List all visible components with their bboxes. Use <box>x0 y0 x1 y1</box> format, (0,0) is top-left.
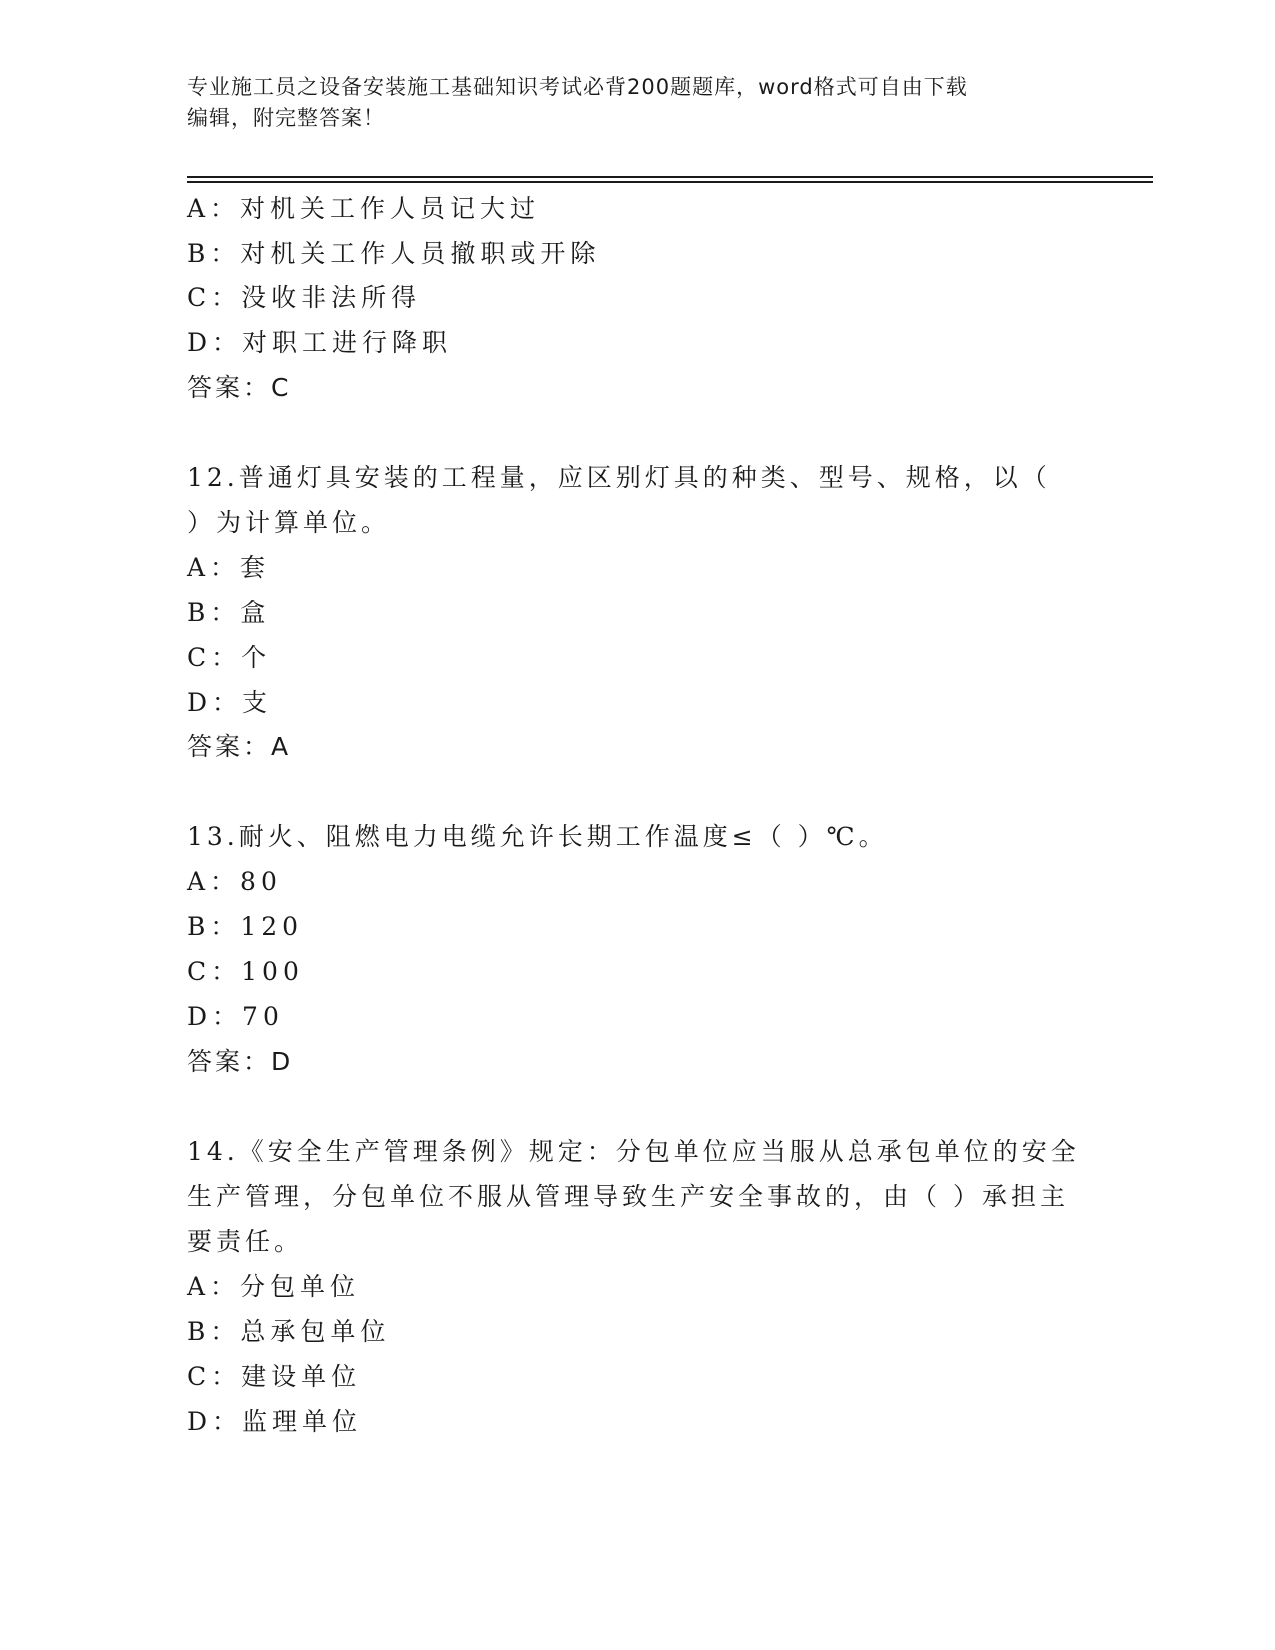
q11-option-b: B：对机关工作人员撤职或开除 <box>187 239 601 268</box>
q14-option-a: A：分包单位 <box>187 1272 361 1301</box>
q11-option-c: C：没收非法所得 <box>187 283 422 312</box>
q12-option-d: D：支 <box>187 688 273 717</box>
q12-answer: 答案：A <box>187 732 292 761</box>
q12-option-c: C：个 <box>187 643 272 672</box>
q13-option-b: B：120 <box>187 912 304 941</box>
q14-stem-line-3: 要责任。 <box>187 1227 304 1256</box>
q11-answer: 答案：C <box>187 373 292 402</box>
q11-option-d: D：对职工进行降职 <box>187 328 453 357</box>
q13-stem: 13.耐火、阻燃电力电缆允许长期工作温度≤（ ）℃。 <box>187 822 888 851</box>
document-header <box>187 72 1067 134</box>
header-divider-bottom <box>187 181 1153 183</box>
header-line-1: 专业施工员之设备安装施工基础知识考试必背200题题库，word格式可自由下载 <box>187 75 968 99</box>
q13-option-a: A：80 <box>187 867 282 896</box>
q12-option-b: B：盒 <box>187 598 271 627</box>
q12-stem-line-2: ）为计算单位。 <box>187 508 391 537</box>
q14-option-b: B：总承包单位 <box>187 1317 391 1346</box>
q13-option-c: C：100 <box>187 957 304 986</box>
q11-option-a: A：对机关工作人员记大过 <box>187 194 541 223</box>
header-line-2: 编辑，附完整答案！ <box>187 106 385 130</box>
q14-option-c: C：建设单位 <box>187 1362 362 1391</box>
q12-option-a: A：套 <box>187 553 271 582</box>
q13-answer: 答案：D <box>187 1047 294 1076</box>
q12-stem-line-1: 12.普通灯具安装的工程量，应区别灯具的种类、型号、规格，以（ <box>187 463 1051 492</box>
q14-option-d: D：监理单位 <box>187 1407 363 1436</box>
q14-stem-line-1: 14.《安全生产管理条例》规定：分包单位应当服从总承包单位的安全 <box>187 1137 1080 1166</box>
q14-stem-line-2: 生产管理，分包单位不服从管理导致生产安全事故的，由（ ）承担主 <box>187 1182 1069 1211</box>
q13-option-d: D：70 <box>187 1002 284 1031</box>
header-divider-top <box>187 176 1153 178</box>
